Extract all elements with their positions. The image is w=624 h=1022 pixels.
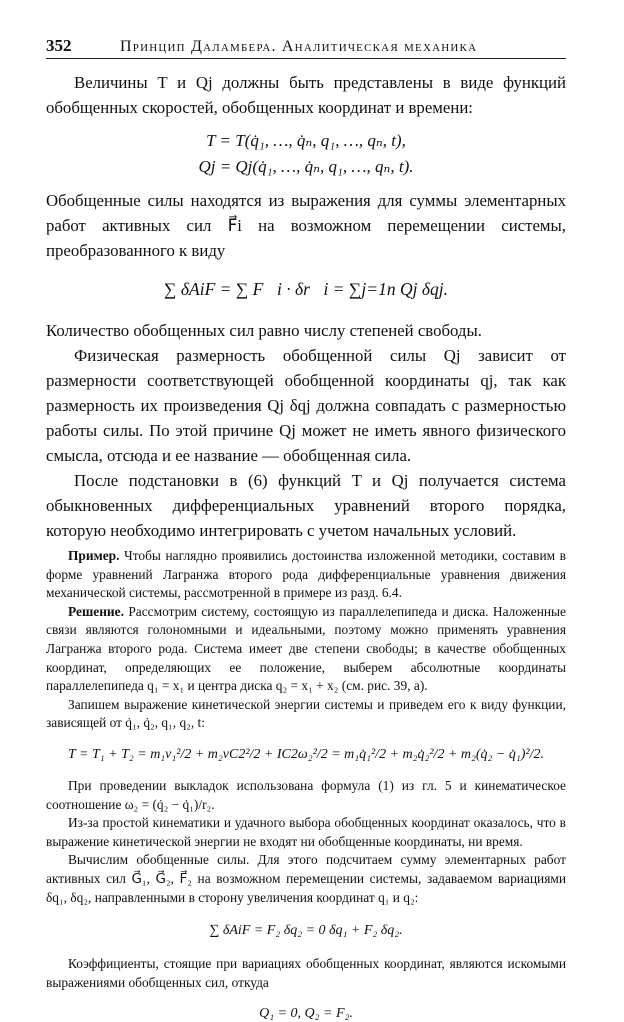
equation-kinetic-energy: T = T₁ + T₂ = m₁v₁²/2 + m₂vC2²/2 + IC2ω₂²/2 = m₁q̇₁²/2 + m₂q̇₂²/2 + m₂(q̇₂ − q̇₁)²/2. [68,746,544,762]
small-paragraph-5: Из-за простой кинематики и удачного выбора обобщенных координат оказалось, что в выражение кинетической энергии не входят ни обобщенные координаты, ни время. [46,815,566,849]
paragraph-2: Обобщенные силы находятся из выражения для суммы элементарных работ активных сил F⃗i на возможном перемещении системы, преобразованного к виду [46,191,566,260]
equation-virtual-work: ∑ δAiF = ∑ F⃗i · δr⃗i = ∑j=1n Qj δqj. [164,279,448,299]
small-paragraph-4: При проведении выкладок использована формула (1) из гл. 5 и кинематическое соотношение ω₂ = (q̇₂ − q̇₁)/r₂. [46,777,566,812]
paragraph-5: После подстановки в (6) функций T и Qj получается система обыкновенных дифференциальных уравнений второго порядка, которую необходимо интегрировать с учетом начальных условий. [46,471,566,540]
example-text: Чтобы наглядно проявились достоинства изложенной методики, составим в форме уравнений Лагранжа второго рода дифференциальные уравнения движения механической системы, рассмотренной в примере из разд. 6.4. [46,548,566,601]
solution-paragraph [46,603,566,696]
example-paragraph [46,547,566,603]
small-paragraph-3: Запишем выражение кинетической энергии системы и приведем его к виду функции, зависящей от q̇₁, q̇₂, q₁, q₂, t: [46,696,566,731]
page-body [46,70,566,1022]
example-label: Пример. [68,548,120,563]
small-paragraph-7: Коэффициенты, стоящие при вариациях обобщенных координат, являются искомыми выражениями обобщенных сил, откуда [46,956,566,990]
equation-generalized-forces-result: Q₁ = 0, Q₂ = F₂. [259,1006,353,1022]
solution-text: Рассмотрим систему, состоящую из параллелепипеда и диска. Наложенные связи являются голономными и идеальными, поэтому можно применять уравнения Лагранжа второго рода. Система имеет две степени свободы; в качестве обобщенных координат, определяющих ее положение, выберем абсолютные координаты параллелепипеда q₁ = x₁ и центра диска q₂ = x₁ + x₂ (см. рис. 39, a). [46,603,566,694]
equation-block-1 [46,128,566,180]
running-title: Принцип Даламбера. Аналитическая механика [120,38,478,55]
small-paragraph-6: Вычислим обобщенные силы. Для этого подсчитаем сумму элементарных работ активных сил G⃗₁, G⃗₂, F⃗₂ на возможном перемещении системы, задаваемом вариациями δq₁, δq₂, направленными в сторону увеличения координат q₁ и q₂: [46,852,566,905]
page-number: 352 [46,36,72,55]
paragraph-1: Величины T и Qj должны быть представлены в виде функций обобщенных скоростей, обобщенных координат и времени: [46,73,566,117]
paragraph-4: Физическая размерность обобщенной силы Qj зависит от размерности соответствующей обобщенной координаты qj, так как размерность их произведения Qj δqj должна совпадать с размерностью работы силы. По этой причине Qj может не иметь явного физического смысла, отсюда и ее название — обобщенная сила. [46,346,566,465]
paragraph-3: Количество обобщенных сил равно числу степеней свободы. [46,321,482,340]
solution-label: Решение. [68,603,124,619]
equation-virtual-work-example: ∑ δAiF = F₂ δq₂ = 0 δq₁ + F₂ δq₂. [209,923,403,939]
equation-kinetic-energy-function: T = T(q̇₁, …, q̇ₙ, q₁, …, qₙ, t), [206,131,406,150]
running-header [46,30,566,59]
equation-generalized-force-function: Qj = Qj(q̇₁, …, q̇ₙ, q₁, …, qₙ, t). [198,157,414,176]
